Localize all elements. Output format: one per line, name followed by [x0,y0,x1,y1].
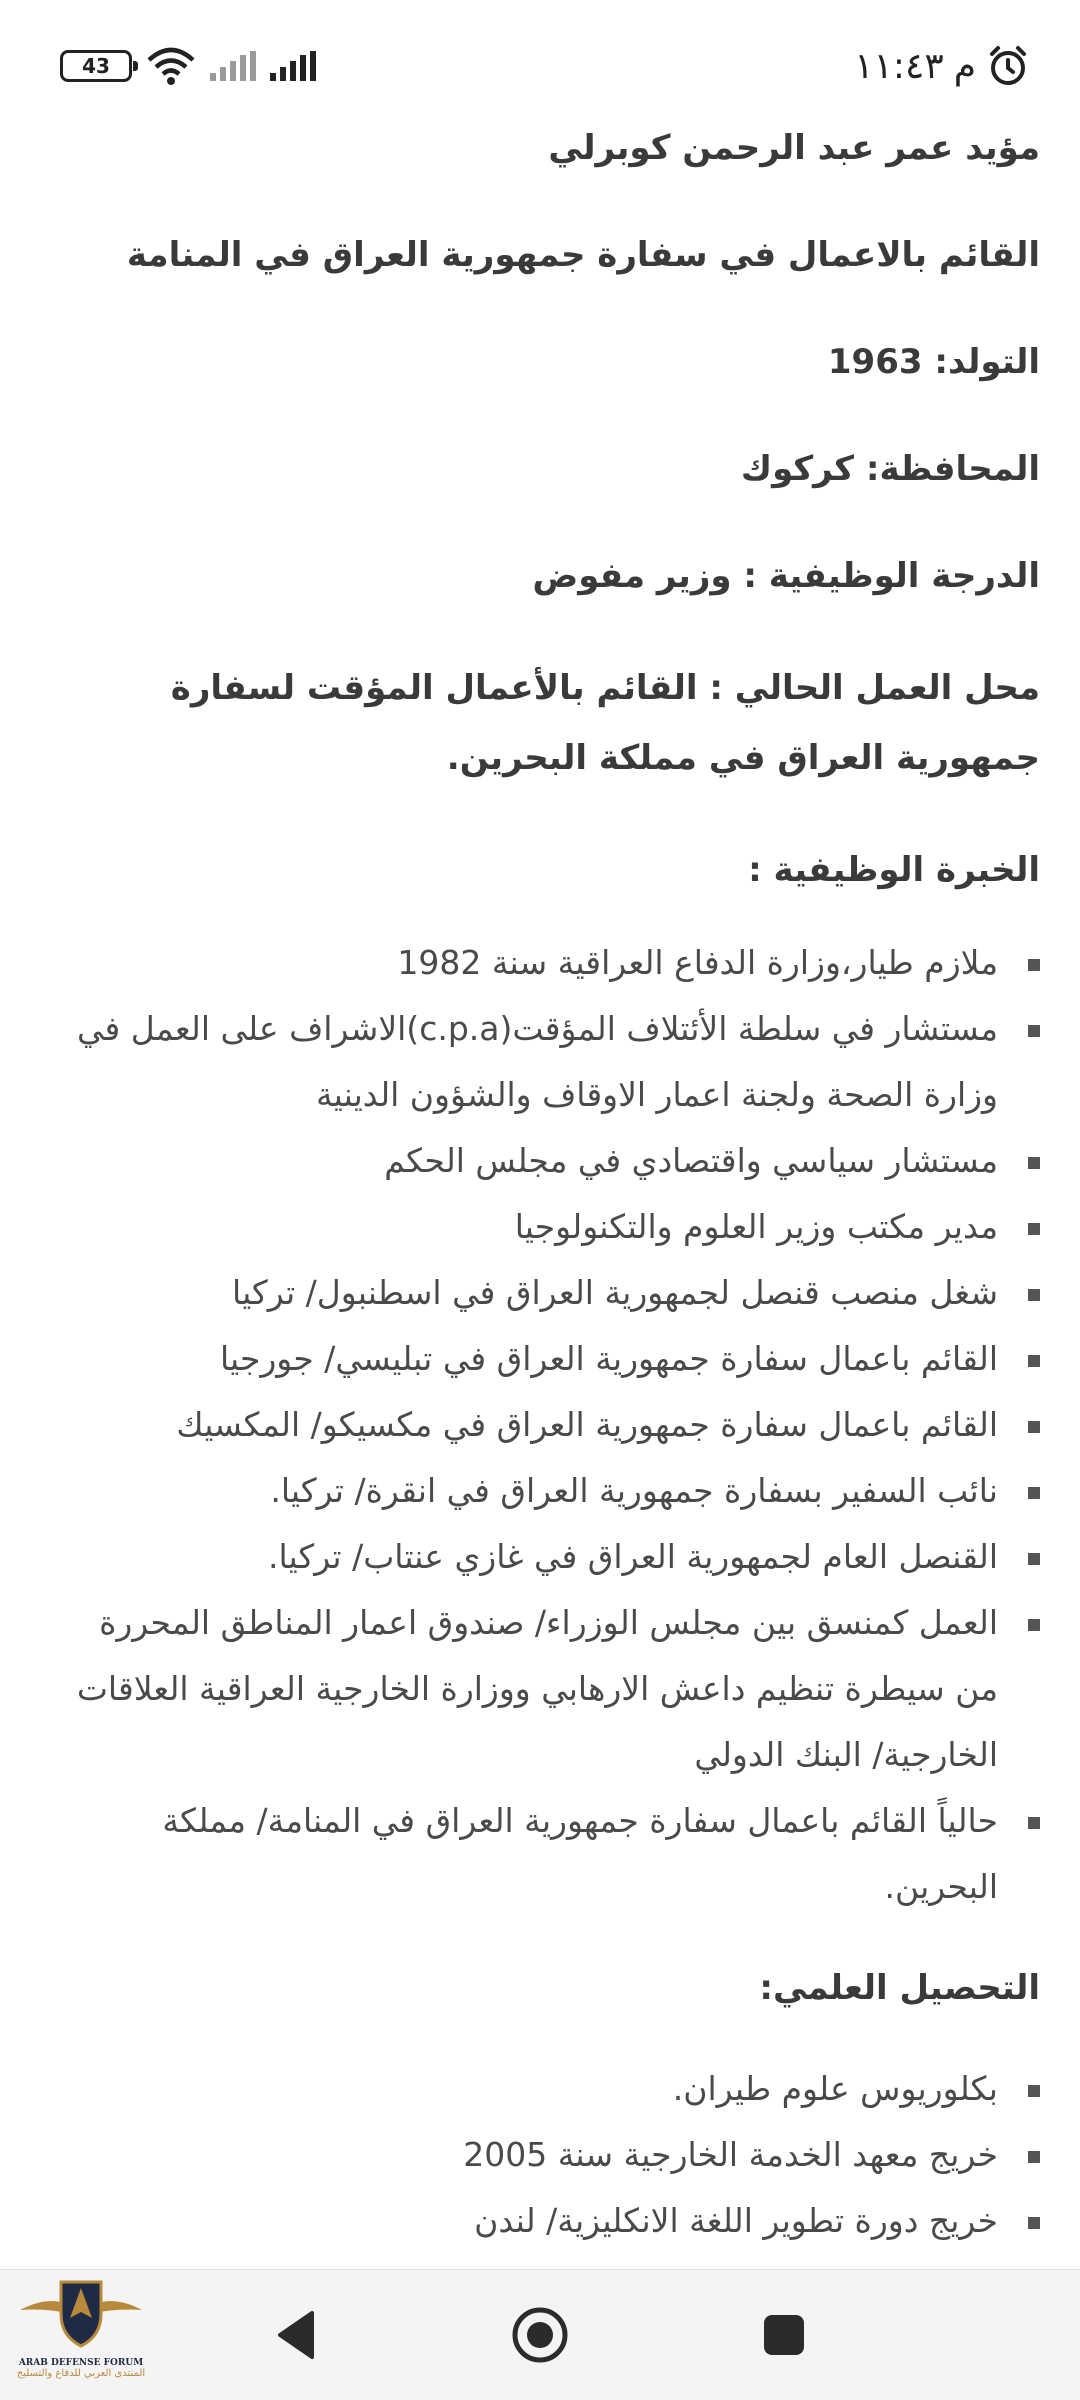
list-item: خريج دورة تطوير اللغة الانكليزية/ لندن [50,2188,1040,2254]
profile-current-work: محل العمل الحالي : القائم بالأعمال المؤقت لسفارة جمهورية العراق في مملكة البحرين. [170,668,1040,778]
watermark-line1: ARAB DEFENSE FORUM [18,2358,144,2368]
list-item: نائب السفير بسفارة جمهورية العراق في انقرة/ تركيا. [50,1458,1040,1524]
watermark-logo [6,2274,156,2394]
profile-grade: الدرجة الوظيفية : وزير مفوض [532,556,1040,596]
education-list [50,2056,1040,2254]
status-indicators [60,42,316,90]
navigation-bar [0,2269,1080,2400]
profile-title: القائم بالاعمال في سفارة جمهورية العراق في المنامة [126,235,1040,275]
battery-level: 43 [82,54,110,78]
recents-button[interactable] [752,2303,816,2367]
profile-born: التولد: 1963 [827,342,1040,382]
status-am-pm: م [953,45,976,87]
education-heading: التحصيل العلمي: [759,1968,1040,2008]
experience-heading: الخبرة الوظيفية : [748,850,1040,890]
signal-icon [270,51,316,81]
list-item: العمل كمنسق بين مجلس الوزراء/ صندوق اعمار المناطق المحررة من سيطرة تنظيم داعش الارهابي ووزارة الخارجية العراقية العلاقات الخارجية/ البنك الدولي [50,1590,1040,1788]
list-item: حالياً القائم باعمال سفارة جمهورية العراق في المنامة/ مملكة البحرين. [50,1788,1040,1920]
profile-name: مؤيد عمر عبد الرحمن كوبرلي [548,128,1040,168]
recents-icon [760,2311,808,2359]
back-button[interactable] [264,2303,328,2367]
home-button[interactable] [508,2303,572,2367]
wifi-icon [146,46,196,86]
status-time-group [854,38,1030,94]
status-time: ١١:٤٣ [854,45,944,87]
list-item: خريج معهد الخدمة الخارجية سنة 2005 [50,2122,1040,2188]
watermark-line2: المنتدى العربي للدفاع والتسليح [16,2368,146,2379]
list-item: مستشار في سلطة الأئتلاف المؤقت(c.p.a)الاشراف على العمل في وزارة الصحة ولجنة اعمار الاوقاف والشؤون الدينية [50,996,1040,1128]
profile-governorate: المحافظة: كركوك [740,449,1040,489]
list-item: مدير مكتب وزير العلوم والتكنولوجيا [50,1194,1040,1260]
list-item: القائم باعمال سفارة جمهورية العراق في تبليسي/ جورجيا [50,1326,1040,1392]
list-item: مستشار سياسي واقتصادي في مجلس الحكم [50,1128,1040,1194]
list-item: بكلوريوس علوم طيران. [50,2056,1040,2122]
alarm-icon [986,44,1030,88]
signal-icon-sim2 [210,51,256,81]
experience-list [50,930,1040,1920]
list-item: القنصل العام لجمهورية العراق في غازي عنتاب/ تركيا. [50,1524,1040,1590]
home-icon [508,2303,572,2367]
article-content [50,118,1040,2254]
shield-logo-icon [16,2274,146,2354]
battery-icon [60,50,132,82]
list-item: القائم باعمال سفارة جمهورية العراق في مكسيكو/ المكسيك [50,1392,1040,1458]
back-icon [272,2307,320,2363]
status-bar [0,0,1080,120]
list-item: شغل منصب قنصل لجمهورية العراق في اسطنبول/ تركيا [50,1260,1040,1326]
list-item: ملازم طيار،وزارة الدفاع العراقية سنة 1982 [50,930,1040,996]
